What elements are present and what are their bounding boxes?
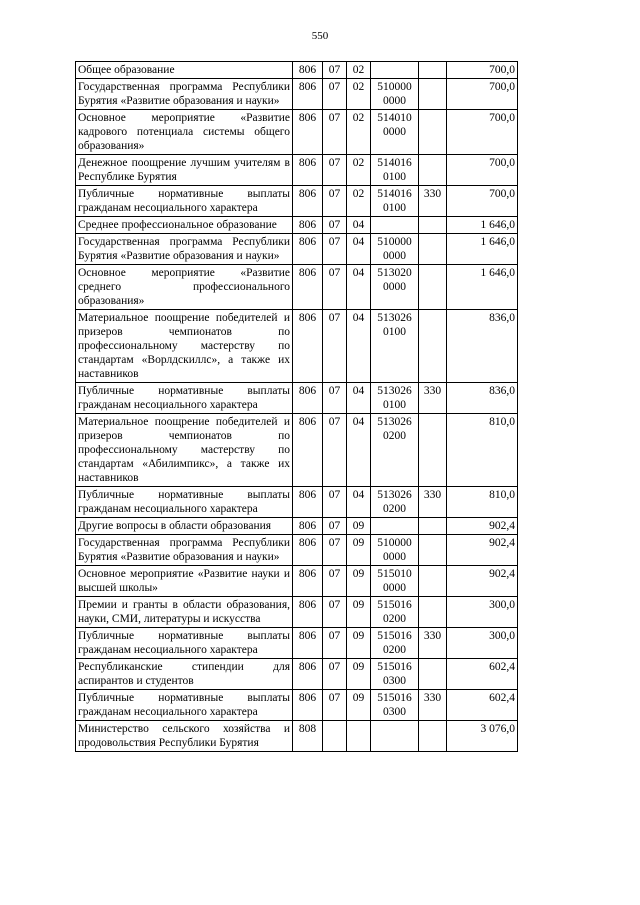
amount-cell: 1 646,0 [447, 217, 518, 234]
expense-type-cell [419, 310, 447, 383]
expense-type-cell [419, 62, 447, 79]
subsection-code-cell: 02 [347, 155, 371, 186]
amount-cell: 902,4 [447, 566, 518, 597]
amount-cell: 1 646,0 [447, 234, 518, 265]
amount-cell: 300,0 [447, 597, 518, 628]
row-name-cell: Материальное поощрение победителей и призеров чемпионатов по профессиональному мастерству по стандартам «Ворлдскиллс», а также их наставников [76, 310, 293, 383]
table-row [76, 217, 518, 234]
amount-cell: 700,0 [447, 155, 518, 186]
subsection-code-cell: 02 [347, 79, 371, 110]
target-article-cell: 513026 0200 [371, 487, 419, 518]
section-code-cell: 07 [323, 518, 347, 535]
row-name-cell: Основное мероприятие «Развитие среднего профессионального образования» [76, 265, 293, 310]
section-code-cell: 07 [323, 659, 347, 690]
grbs-code-cell: 806 [293, 383, 323, 414]
subsection-code-cell: 04 [347, 414, 371, 487]
row-name-cell: Государственная программа Республики Бурятия «Развитие образования и науки» [76, 234, 293, 265]
table-row [76, 597, 518, 628]
subsection-code-cell: 09 [347, 518, 371, 535]
subsection-code-cell: 09 [347, 659, 371, 690]
target-article-cell [371, 721, 419, 752]
table-row [76, 721, 518, 752]
grbs-code-cell: 806 [293, 518, 323, 535]
expense-type-cell [419, 217, 447, 234]
row-name-cell: Другие вопросы в области образования [76, 518, 293, 535]
target-article-cell: 513026 0100 [371, 383, 419, 414]
table-row [76, 566, 518, 597]
amount-cell: 810,0 [447, 487, 518, 518]
row-name-cell: Публичные нормативные выплаты гражданам несоциального характера [76, 186, 293, 217]
table-row [76, 234, 518, 265]
section-code-cell [323, 721, 347, 752]
grbs-code-cell: 806 [293, 487, 323, 518]
subsection-code-cell: 04 [347, 383, 371, 414]
section-code-cell: 07 [323, 110, 347, 155]
expense-type-cell: 330 [419, 383, 447, 414]
section-code-cell: 07 [323, 310, 347, 383]
expense-type-cell [419, 155, 447, 186]
section-code-cell: 07 [323, 487, 347, 518]
budget-table [75, 61, 518, 752]
expense-type-cell [419, 659, 447, 690]
expense-type-cell: 330 [419, 186, 447, 217]
section-code-cell: 07 [323, 265, 347, 310]
row-name-cell: Государственная программа Республики Бурятия «Развитие образования и науки» [76, 535, 293, 566]
section-code-cell: 07 [323, 597, 347, 628]
target-article-cell: 513026 0100 [371, 310, 419, 383]
expense-type-cell: 330 [419, 690, 447, 721]
subsection-code-cell: 09 [347, 597, 371, 628]
subsection-code-cell: 09 [347, 566, 371, 597]
row-name-cell: Министерство сельского хозяйства и продовольствия Республики Бурятия [76, 721, 293, 752]
expense-type-cell [419, 265, 447, 310]
section-code-cell: 07 [323, 62, 347, 79]
expense-type-cell [419, 234, 447, 265]
table-row [76, 690, 518, 721]
table-row [76, 155, 518, 186]
subsection-code-cell: 04 [347, 234, 371, 265]
grbs-code-cell: 806 [293, 597, 323, 628]
grbs-code-cell: 806 [293, 110, 323, 155]
amount-cell: 700,0 [447, 110, 518, 155]
grbs-code-cell: 806 [293, 234, 323, 265]
row-name-cell: Республиканские стипендии для аспирантов и студентов [76, 659, 293, 690]
row-name-cell: Материальное поощрение победителей и призеров чемпионатов по профессиональному мастерству по стандартам «Абилимпикс», а также их наставников [76, 414, 293, 487]
subsection-code-cell: 09 [347, 690, 371, 721]
table-row [76, 535, 518, 566]
amount-cell: 3 076,0 [447, 721, 518, 752]
section-code-cell: 07 [323, 628, 347, 659]
grbs-code-cell: 806 [293, 566, 323, 597]
grbs-code-cell: 806 [293, 414, 323, 487]
budget-table-body [76, 62, 518, 752]
section-code-cell: 07 [323, 566, 347, 597]
table-row [76, 79, 518, 110]
expense-type-cell [419, 79, 447, 110]
amount-cell: 836,0 [447, 383, 518, 414]
expense-type-cell [419, 518, 447, 535]
amount-cell: 700,0 [447, 186, 518, 217]
section-code-cell: 07 [323, 217, 347, 234]
target-article-cell: 514016 0100 [371, 155, 419, 186]
subsection-code-cell: 02 [347, 62, 371, 79]
grbs-code-cell: 806 [293, 659, 323, 690]
section-code-cell: 07 [323, 383, 347, 414]
subsection-code-cell: 04 [347, 310, 371, 383]
table-row [76, 186, 518, 217]
target-article-cell: 515016 0200 [371, 628, 419, 659]
target-article-cell: 515010 0000 [371, 566, 419, 597]
grbs-code-cell: 806 [293, 690, 323, 721]
amount-cell: 300,0 [447, 628, 518, 659]
grbs-code-cell: 806 [293, 217, 323, 234]
subsection-code-cell: 04 [347, 487, 371, 518]
grbs-code-cell: 806 [293, 265, 323, 310]
expense-type-cell [419, 110, 447, 155]
page-number: 550 [311, 30, 329, 42]
grbs-code-cell: 806 [293, 79, 323, 110]
section-code-cell: 07 [323, 414, 347, 487]
table-row [76, 659, 518, 690]
section-code-cell: 07 [323, 535, 347, 566]
subsection-code-cell: 02 [347, 186, 371, 217]
table-row [76, 62, 518, 79]
grbs-code-cell: 806 [293, 535, 323, 566]
amount-cell: 700,0 [447, 79, 518, 110]
grbs-code-cell: 806 [293, 310, 323, 383]
target-article-cell: 514010 0000 [371, 110, 419, 155]
row-name-cell: Основное мероприятие «Развитие науки и высшей школы» [76, 566, 293, 597]
expense-type-cell: 330 [419, 487, 447, 518]
amount-cell: 602,4 [447, 690, 518, 721]
section-code-cell: 07 [323, 79, 347, 110]
row-name-cell: Общее образование [76, 62, 293, 79]
target-article-cell: 515016 0200 [371, 597, 419, 628]
table-row [76, 518, 518, 535]
amount-cell: 902,4 [447, 535, 518, 566]
row-name-cell: Публичные нормативные выплаты гражданам несоциального характера [76, 383, 293, 414]
section-code-cell: 07 [323, 155, 347, 186]
subsection-code-cell: 02 [347, 110, 371, 155]
grbs-code-cell: 806 [293, 186, 323, 217]
amount-cell: 836,0 [447, 310, 518, 383]
row-name-cell: Государственная программа Республики Бурятия «Развитие образования и науки» [76, 79, 293, 110]
amount-cell: 602,4 [447, 659, 518, 690]
target-article-cell [371, 518, 419, 535]
section-code-cell: 07 [323, 186, 347, 217]
expense-type-cell [419, 414, 447, 487]
amount-cell: 902,4 [447, 518, 518, 535]
target-article-cell: 510000 0000 [371, 535, 419, 566]
table-row [76, 110, 518, 155]
expense-type-cell [419, 721, 447, 752]
row-name-cell: Публичные нормативные выплаты гражданам несоциального характера [76, 628, 293, 659]
table-row [76, 265, 518, 310]
expense-type-cell [419, 566, 447, 597]
subsection-code-cell [347, 721, 371, 752]
target-article-cell: 510000 0000 [371, 79, 419, 110]
row-name-cell: Премии и гранты в области образования, науки, СМИ, литературы и искусства [76, 597, 293, 628]
subsection-code-cell: 09 [347, 535, 371, 566]
amount-cell: 810,0 [447, 414, 518, 487]
expense-type-cell [419, 535, 447, 566]
table-row [76, 487, 518, 518]
table-row [76, 310, 518, 383]
grbs-code-cell: 806 [293, 62, 323, 79]
expense-type-cell: 330 [419, 628, 447, 659]
target-article-cell: 510000 0000 [371, 234, 419, 265]
section-code-cell: 07 [323, 234, 347, 265]
subsection-code-cell: 04 [347, 265, 371, 310]
table-row [76, 414, 518, 487]
row-name-cell: Среднее профессиональное образование [76, 217, 293, 234]
target-article-cell: 513020 0000 [371, 265, 419, 310]
row-name-cell: Денежное поощрение лучшим учителям в Республике Бурятия [76, 155, 293, 186]
amount-cell: 700,0 [447, 62, 518, 79]
target-article-cell [371, 62, 419, 79]
subsection-code-cell: 09 [347, 628, 371, 659]
section-code-cell: 07 [323, 690, 347, 721]
target-article-cell [371, 217, 419, 234]
subsection-code-cell: 04 [347, 217, 371, 234]
grbs-code-cell: 806 [293, 628, 323, 659]
amount-cell: 1 646,0 [447, 265, 518, 310]
target-article-cell: 513026 0200 [371, 414, 419, 487]
row-name-cell: Публичные нормативные выплаты гражданам несоциального характера [76, 487, 293, 518]
row-name-cell: Основное мероприятие «Развитие кадрового потенциала системы общего образования» [76, 110, 293, 155]
target-article-cell: 515016 0300 [371, 659, 419, 690]
grbs-code-cell: 808 [293, 721, 323, 752]
row-name-cell: Публичные нормативные выплаты гражданам несоциального характера [76, 690, 293, 721]
grbs-code-cell: 806 [293, 155, 323, 186]
table-row [76, 383, 518, 414]
target-article-cell: 514016 0100 [371, 186, 419, 217]
target-article-cell: 515016 0300 [371, 690, 419, 721]
table-row [76, 628, 518, 659]
expense-type-cell [419, 597, 447, 628]
